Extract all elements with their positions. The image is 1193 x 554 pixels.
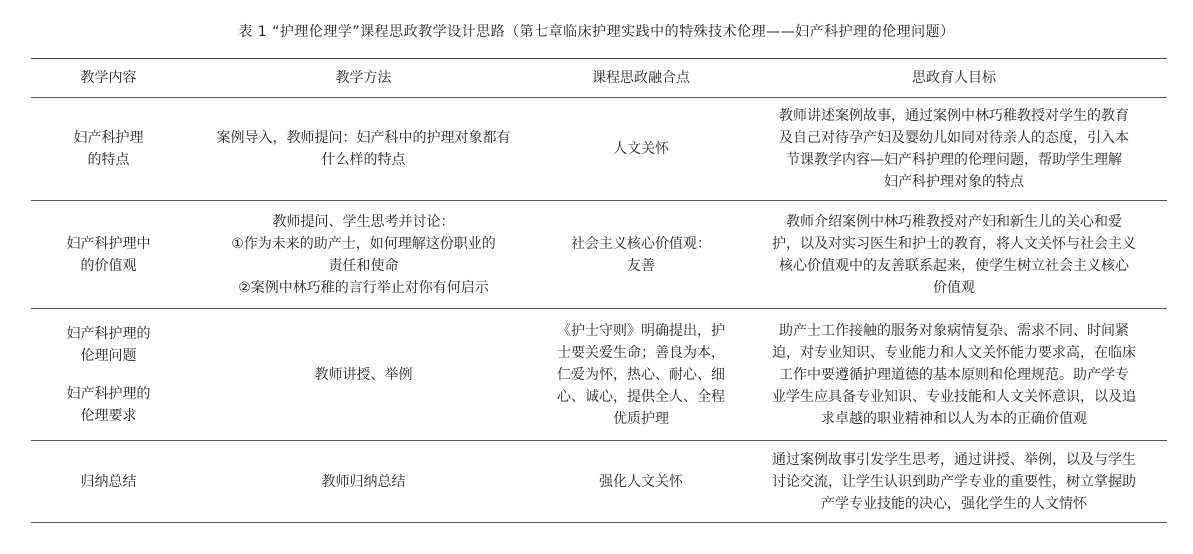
header-teaching-method: 教学方法	[186, 59, 541, 98]
cell-text: ②案例中林巧稚的言行举止对你有何启示	[238, 279, 489, 296]
cell-text: 友善	[627, 257, 655, 274]
cell-text: 及自己对待孕产妇及婴幼儿如同对待亲人的态度，引入本	[779, 130, 1129, 146]
cell-text: 妇产科护理中	[66, 235, 151, 252]
cell-text: 妇产科护理	[73, 130, 144, 146]
cell-text: 工作中要遵循护理道德的基本原则和伦理规范。助产学专	[779, 366, 1129, 383]
row4-content-cell	[31, 441, 186, 523]
cell-text: 人文关怀	[613, 141, 669, 157]
cell-text: 价值观	[933, 279, 975, 296]
cell-text: 护，以及对实习医生和护士的教育，将人文关怀与社会主义	[772, 235, 1136, 252]
cell-text: 《护士守则》明确提出，护	[557, 322, 725, 339]
cell-text: 通过案例故事引发学生思考，通过讲授、举例，以及与学生	[772, 451, 1136, 468]
cell-text: 的特点	[87, 152, 130, 168]
cell-text: 节课教学内容—妇产科护理的伦理问题，帮助学生理解	[786, 152, 1122, 168]
cell-text: 士要关爱生命；善良为本，	[557, 344, 725, 361]
header-teaching-content: 教学内容	[31, 59, 186, 98]
cell-text: 的价值观	[80, 257, 137, 274]
cell-text: 案例导入，教师提问：妇产科中的护理对象都有	[216, 130, 511, 146]
cell-text: 教师归纳总结	[321, 473, 406, 490]
cell-text: 教师提问、学生思考并讨论：	[272, 213, 455, 230]
row4-method-cell	[186, 441, 541, 523]
cell-text: 归纳总结	[80, 473, 137, 490]
cell-text: 伦理要求	[80, 407, 137, 424]
row3-content-cell	[31, 309, 186, 441]
cell-text: 教师讲授、举例	[314, 366, 413, 383]
table-row	[31, 201, 1167, 309]
row4-goal-cell	[741, 441, 1167, 523]
cell-text: 优质护理	[613, 410, 669, 427]
cell-text: 产学专业技能的决心，强化学生的人文情怀	[821, 495, 1087, 512]
table-row	[31, 309, 1167, 441]
row1-content-cell	[31, 98, 186, 201]
cell-text: 迫，对专业知识、专业能力和人文关怀能力要求高，在临床	[772, 344, 1136, 361]
cell-text: 讨论交流，让学生认识到助产学专业的重要性，树立掌握助	[772, 473, 1136, 490]
cell-text: 伦理问题	[80, 347, 137, 364]
cell-text: 社会主义核心价值观：	[571, 235, 711, 252]
row3-method-cell	[186, 309, 541, 441]
cell-text: 妇产科护理的	[66, 325, 151, 342]
table-row	[31, 98, 1167, 201]
table-row	[31, 441, 1167, 523]
cell-text: 仁爱为怀，热心、耐心、细	[557, 366, 725, 383]
cell-text: ①作为未来的助产士，如何理解这份职业的	[231, 235, 496, 252]
row1-method-cell	[186, 98, 541, 201]
row3-point-cell	[541, 309, 741, 441]
cell-text: 核心价值观中的友善联系起来，使学生树立社会主义核心	[779, 257, 1129, 274]
row2-point-cell	[541, 201, 741, 309]
cell-text: 妇产科护理对象的特点	[884, 174, 1024, 190]
row2-content-cell	[31, 201, 186, 309]
cell-text: 责任和使命	[328, 257, 399, 274]
row1-point-cell	[541, 98, 741, 201]
cell-spacer	[37, 367, 180, 383]
row2-method-cell	[186, 201, 541, 309]
cell-text: 妇产科护理的	[66, 385, 151, 402]
row3-goal-cell	[741, 309, 1167, 441]
header-education-goal: 思政育人目标	[741, 59, 1167, 98]
cell-text: 业学生应具备专业知识、专业技能和人文关怀意识，以及追	[772, 388, 1136, 405]
row2-goal-cell	[741, 201, 1167, 309]
cell-text: 助产士工作接触的服务对象病情复杂、需求不同、时间紧	[779, 322, 1129, 339]
row1-goal-cell	[741, 98, 1167, 201]
table-caption: 表 1 “护理伦理学”课程思政教学设计思路（第七章临床护理实践中的特殊技术伦理——妇产科护理的伦理问题）	[238, 24, 955, 40]
cell-text: 求卓越的职业精神和以人为本的正确价值观	[821, 410, 1087, 427]
row4-point-cell	[541, 441, 741, 523]
cell-text: 教师讲述案例故事，通过案例中林巧稚教授对学生的教育	[779, 108, 1129, 124]
cell-text: 教师介绍案例中林巧稚教授对产妇和新生儿的关心和爱	[786, 213, 1122, 230]
table-header-row	[31, 59, 1167, 98]
teaching-design-table	[31, 58, 1167, 523]
header-integration-point: 课程思政融合点	[541, 59, 741, 98]
cell-text: 什么样的特点	[321, 152, 406, 168]
cell-text: 心、诚心，提供全人、全程	[557, 388, 725, 405]
cell-text: 强化人文关怀	[599, 473, 683, 490]
